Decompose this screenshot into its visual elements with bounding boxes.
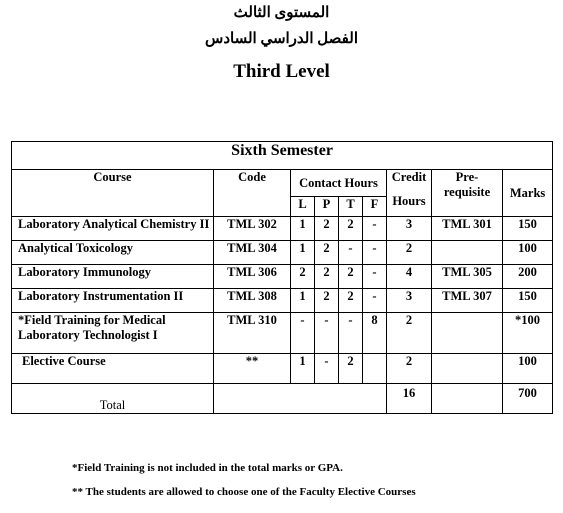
field-training-note: *Field Training is not included in the total marks or GPA. bbox=[72, 462, 343, 474]
course-name: Laboratory Instrumentation II bbox=[12, 289, 214, 313]
course-schedule-table bbox=[11, 141, 553, 414]
lecture-hours: 1 bbox=[291, 289, 315, 313]
marks: *100 bbox=[503, 313, 553, 354]
marks: 150 bbox=[503, 289, 553, 313]
credit-hours: 2 bbox=[387, 241, 432, 265]
total-marks: 700 bbox=[503, 384, 553, 414]
course-name-line-2: Laboratory Technologist I bbox=[18, 328, 158, 342]
code-header: Code bbox=[214, 170, 291, 217]
marks: 200 bbox=[503, 265, 553, 289]
prerequisite: TML 305 bbox=[432, 265, 503, 289]
table-title-row bbox=[12, 142, 553, 170]
total-cell bbox=[12, 384, 214, 414]
prerequisite bbox=[432, 354, 503, 384]
practical-hours: - bbox=[315, 354, 339, 384]
p-header: P bbox=[315, 197, 339, 217]
table-row bbox=[12, 241, 553, 265]
hours-label: Hours bbox=[392, 194, 426, 208]
prerequisite bbox=[432, 313, 503, 354]
prerequisite bbox=[432, 241, 503, 265]
field-hours: - bbox=[363, 241, 387, 265]
level-heading: Third Level bbox=[233, 61, 330, 82]
practical-hours: 2 bbox=[315, 217, 339, 241]
tutorial-hours: - bbox=[339, 313, 363, 354]
total-prereq-empty bbox=[432, 384, 503, 414]
credit-hours: 2 bbox=[387, 354, 432, 384]
course-name bbox=[12, 313, 214, 354]
table-row bbox=[12, 354, 553, 384]
marks-header: Marks bbox=[503, 170, 553, 217]
lecture-hours: 2 bbox=[291, 265, 315, 289]
table-row bbox=[12, 289, 553, 313]
field-hours: - bbox=[363, 289, 387, 313]
course-code: TML 306 bbox=[214, 265, 291, 289]
marks: 100 bbox=[503, 241, 553, 265]
course-name: Laboratory Immunology bbox=[12, 265, 214, 289]
prerequisite: TML 301 bbox=[432, 217, 503, 241]
elective-note: ** The students are allowed to choose one of the Faculty Elective Courses bbox=[72, 486, 416, 498]
table-title: Sixth Semester bbox=[12, 142, 553, 170]
course-header: Course bbox=[12, 170, 214, 217]
credit-hours: 3 bbox=[387, 289, 432, 313]
field-hours bbox=[363, 354, 387, 384]
total-credit-hours: 16 bbox=[387, 384, 432, 414]
table-row bbox=[12, 217, 553, 241]
tutorial-hours: 2 bbox=[339, 265, 363, 289]
total-empty-cell bbox=[214, 384, 387, 414]
credit-label: Credit bbox=[391, 170, 427, 184]
marks: 100 bbox=[503, 354, 553, 384]
course-code: TML 308 bbox=[214, 289, 291, 313]
field-hours: - bbox=[363, 217, 387, 241]
credit-hours: 2 bbox=[387, 313, 432, 354]
prerequisite: TML 307 bbox=[432, 289, 503, 313]
header-row bbox=[12, 170, 553, 197]
l-header: L bbox=[291, 197, 315, 217]
total-label: Total bbox=[99, 398, 126, 412]
practical-hours: - bbox=[315, 313, 339, 354]
course-code: TML 304 bbox=[214, 241, 291, 265]
prerequisite-header bbox=[432, 170, 503, 217]
lecture-hours: 1 bbox=[291, 217, 315, 241]
course-name-line-1: *Field Training for Medical bbox=[18, 313, 166, 327]
table-row bbox=[12, 265, 553, 289]
prereq-label-1: Pre- bbox=[455, 170, 479, 184]
tutorial-hours: 2 bbox=[339, 289, 363, 313]
contact-hours-header: Contact Hours bbox=[291, 170, 387, 197]
course-name: Laboratory Analytical Chemistry II bbox=[12, 217, 214, 241]
prereq-label-2: requisite bbox=[443, 185, 491, 199]
course-code: TML 310 bbox=[214, 313, 291, 354]
practical-hours: 2 bbox=[315, 289, 339, 313]
field-hours: - bbox=[363, 265, 387, 289]
f-header: F bbox=[363, 197, 387, 217]
credit-hours-header bbox=[387, 170, 432, 217]
course-name: Analytical Toxicology bbox=[12, 241, 214, 265]
tutorial-hours: 2 bbox=[339, 354, 363, 384]
course-code: ** bbox=[214, 354, 291, 384]
arabic-level-heading: المستوى الثالث bbox=[233, 5, 330, 21]
lecture-hours: 1 bbox=[291, 241, 315, 265]
credit-hours: 4 bbox=[387, 265, 432, 289]
practical-hours: 2 bbox=[315, 241, 339, 265]
table-row bbox=[12, 313, 553, 354]
credit-hours: 3 bbox=[387, 217, 432, 241]
t-header: T bbox=[339, 197, 363, 217]
arabic-semester-heading: الفصل الدراسي السادس bbox=[205, 31, 358, 47]
practical-hours: 2 bbox=[315, 265, 339, 289]
tutorial-hours: - bbox=[339, 241, 363, 265]
course-name: Elective Course bbox=[12, 354, 214, 384]
lecture-hours: - bbox=[291, 313, 315, 354]
course-code: TML 302 bbox=[214, 217, 291, 241]
marks: 150 bbox=[503, 217, 553, 241]
lecture-hours: 1 bbox=[291, 354, 315, 384]
tutorial-hours: 2 bbox=[339, 217, 363, 241]
total-row bbox=[12, 384, 553, 414]
field-hours: 8 bbox=[363, 313, 387, 354]
